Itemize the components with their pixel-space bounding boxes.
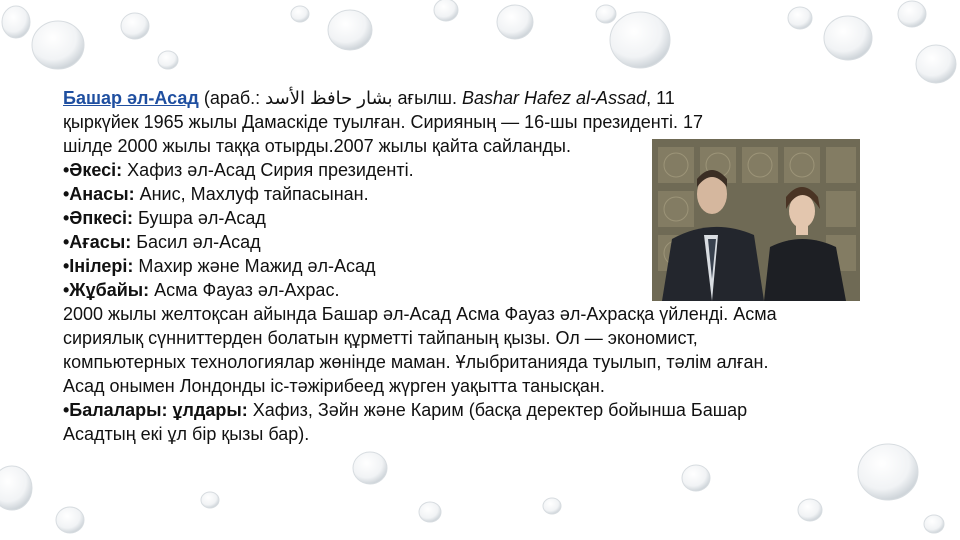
fact-younger-brothers: •Інілері: Махир және Мажид әл-Асад xyxy=(63,256,376,276)
fact-spouse: •Жұбайы: Асма Фауаз әл-Ахрас. xyxy=(63,280,340,300)
fact-father: •Әкесі: Хафиз әл-Асад Сирия президенті. xyxy=(63,160,414,180)
fact-children-cont: Асадтың екі ұл бір қызы бар). xyxy=(63,424,310,444)
english-name: Bashar Hafez al-Assad xyxy=(462,88,647,108)
intro-line-2: қыркүйек 1965 жылы Дамаскіде туылған. Сирияның — 16-шы президенті. 17 xyxy=(63,112,703,132)
fact-mother: •Анасы: Анис, Махлуф тайпасынан. xyxy=(63,184,369,204)
paragraph-line: компьютерных технологиялар жөнінде маман. Ұлыбританияда туылып, тәлім алған. xyxy=(63,352,769,372)
fact-brother: •Ағасы: Басил әл-Асад xyxy=(63,232,261,252)
fact-sister: •Әпкесі: Бушра әл-Асад xyxy=(63,208,266,228)
couple-photo xyxy=(652,139,860,301)
paragraph-line: Асад онымен Лондонды іс-тәжірибеед жүрген уақытта танысқан. xyxy=(63,376,605,396)
intro-line-3: шілде 2000 жылы таққа отырды.2007 жылы қайта сайланды. xyxy=(63,136,571,156)
paragraph-line: 2000 жылы желтоқсан айында Башар әл-Асад Асма Фауаз әл-Ахрасқа үйленді. Асма xyxy=(63,304,777,324)
name-link[interactable]: Башар әл-Асад xyxy=(63,88,199,108)
arabic-name: بشار حافظ الأسد xyxy=(265,88,393,108)
paragraph-line: сириялық сүнниттерден болатын құрметті тайпаның қызы. Ол — экономист, xyxy=(63,328,698,348)
intro-line-1: Башар әл-Асад (араб.: بشار حافظ الأسد ағылш. Bashar Hafez al-Assad, 11 xyxy=(63,88,675,108)
fact-children: •Балалары: ұлдары: Хафиз, Зәйн және Карим (басқа деректер бойынша Башар xyxy=(63,400,748,420)
